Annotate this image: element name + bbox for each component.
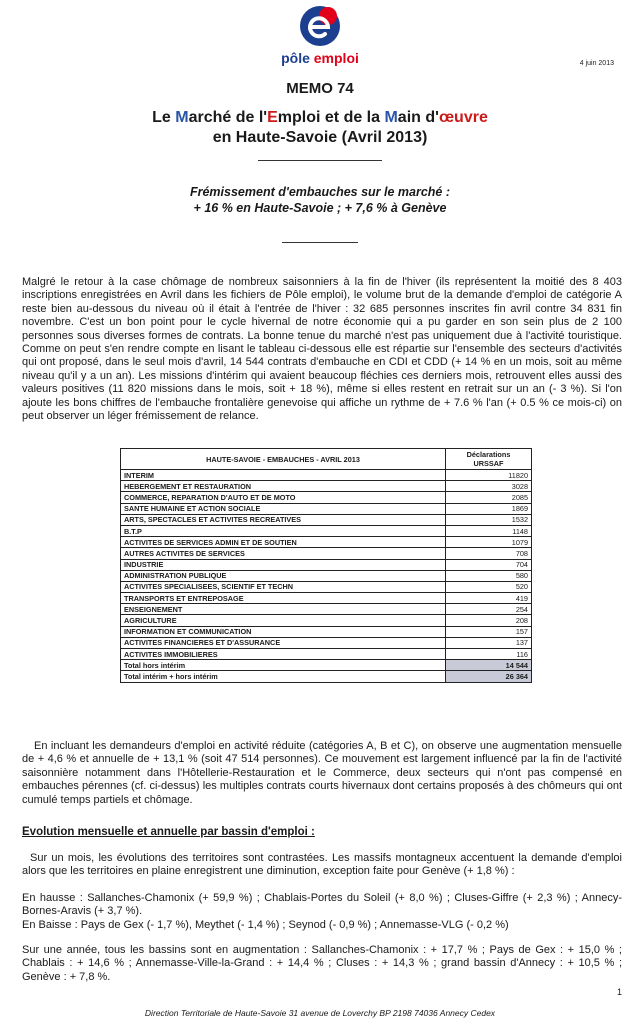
sector-value: 1079 [446,537,532,548]
sector-value: 708 [446,548,532,559]
section-heading: Evolution mensuelle et annuelle par bassin d'emploi : [22,826,315,838]
monthly-paragraph: Sur un mois, les évolutions des territoires sont contrastées. Les massifs montagneux accentuent la demande d'emploi alors que les territoires en plaine enregistrent une diminution, exception faite pour Genève (+ 1,8 %) : [22,852,622,878]
table-row [121,626,532,637]
subtitle-line-1: Frémissement d'embauches sur le marché : [189,185,451,199]
pole-emploi-logo [270,2,370,74]
sector-label: AUTRES ACTIVITES DE SERVICES [121,548,446,559]
second-paragraph: En incluant les demandeurs d'emploi en activité réduite (catégories A, B et C), on observe une augmentation mensuelle de + 4,6 % et annuelle de + 13,1 % (soit 47 514 personnes). Ce mouvement est largement influencé par la fin de l'activité saisonnière notamment dans l'Hôtellerie-Restauration et le Commerce, deux secteurs qui n'ont pas compensé en embauches pérennes (cf. ci-dessus) les multiples contrats courts hivernaux dont certains proposés à des chômeurs qui ont cumulé temps partiels et chômage. [22,740,622,806]
title-divider [258,160,382,161]
sector-value: 419 [446,593,532,604]
sector-value: 11820 [446,470,532,481]
total-value: 14 544 [446,660,532,671]
sector-label: HEBERGEMENT ET RESTAURATION [121,481,446,492]
increase-paragraph: En hausse : Sallanches-Chamonix (+ 59,9 %) ; Chablais-Portes du Soleil (+ 8,0 %) ; Cluses-Giffre (+ 2,3 %) ; Annecy-Bornes-Aravis (+ 3,7 %). [22,892,622,918]
logo-wordmark: pôle emploi [281,50,359,66]
page-number: 1 [616,987,622,997]
sector-label: B.T.P [121,525,446,536]
table-row [121,481,532,492]
decrease-paragraph: En Baisse : Pays de Gex (- 1,7 %), Meythet (- 1,4 %) ; Seynod (- 0,9 %) ; Annemasse-VLG (- 0,2 %) [22,919,509,931]
sector-value: 137 [446,637,532,648]
sector-value: 157 [446,626,532,637]
sector-label: ARTS, SPECTACLES ET ACTIVITES RECREATIVES [121,514,446,525]
sector-value: 1148 [446,525,532,536]
sector-value: 1869 [446,503,532,514]
memo-number: MEMO 74 [286,80,354,97]
sector-label: COMMERCE, REPARATION D'AUTO ET DE MOTO [121,492,446,503]
subtitle [0,184,640,216]
total-label: Total hors intérim [121,660,446,671]
sector-label: ACTIVITES DE SERVICES ADMIN ET DE SOUTIEN [121,537,446,548]
sector-value: 1532 [446,514,532,525]
sector-label: ACTIVITES FINANCIERES ET D'ASSURANCE [121,637,446,648]
sector-label: ACTIVITES SPECIALISEES, SCIENTIF ET TECHN [121,581,446,592]
table-header-sector: HAUTE-SAVOIE - EMBAUCHES - AVRIL 2013 [121,449,446,470]
document-date: 4 juin 2013 [579,60,614,67]
table-row [121,581,532,592]
table-row [121,492,532,503]
table-row [121,548,532,559]
table-row [121,593,532,604]
embauches-table [120,448,532,683]
page-title [0,108,640,148]
sector-value: 580 [446,570,532,581]
table-row [121,559,532,570]
intro-paragraph: Malgré le retour à la case chômage de nombreux saisonniers à la fin de l'hiver (ils représentent la moitié des 8 403 inscriptions enregistrées en Avril dans les fichiers de Pôle emploi), le volume brut de la demande d'emploi de catégorie A reste bien au-dessous du niveau où il était à l'entrée de l'hiver : 32 685 personnes inscrites fin avril contre 34 831 fin novembre. C'est un bon point pour le cycle hivernal de notre économie qui a pu garder en son sein plus de 2 100 personnes sous diverses formes de contrats. La bonne tenue du marché n'est pas uniquement due à l'activité touristique. Comme on peut s'en rendre compte en lisant le tableau ci-dessous elle est répartie sur l'ensemble des secteurs d'activités qui ont proposé, dans le seul mois d'avril, 14 544 contrats d'embauche en CDI et CDD (+ 14 % en un mois, soit au même niveau qu'il y a un an). Les missions d'intérim qui avaient beaucoup fléchies ces derniers mois, retrouvent elles aussi des valeurs positives (11 820 missions dans le mois, soit + 18 %), même si elles restent en retrait sur un an (- 3 %). Si l'on ajoute les bons chiffres de l'embauche frontalière genevoise qui affiche un rythme de + 7.6 % l'an (+ 0.5 % ce mois-ci) on peut observer un léger frémissement de relance. [22,276,622,423]
annual-paragraph: Sur une année, tous les bassins sont en augmentation : Sallanches-Chamonix : + 17,7 % ; Pays de Gex : + 15,0 % ; Chablais : + 14,6 % ; Annemasse-Ville-la-Grand : + 14,4 % ; Cluses : + 14,3 % ; grand bassin d'Annecy : + 10,5 % ; Genève : + 7,8 %. [22,944,622,983]
sector-value: 3028 [446,481,532,492]
sector-label: ADMINISTRATION PUBLIQUE [121,570,446,581]
table-row [121,470,532,481]
sector-label: SANTE HUMAINE ET ACTION SOCIALE [121,503,446,514]
table-row [121,649,532,660]
table-row [121,514,532,525]
table-row [121,525,532,536]
sector-label: ENSEIGNEMENT [121,604,446,615]
total-label: Total intérim + hors intérim [121,671,446,682]
footer-address: Direction Territoriale de Haute-Savoie 31 avenue de Loverchy BP 2198 74036 Annecy Cedex [144,1008,496,1018]
table-row [121,537,532,548]
sector-value: 116 [446,649,532,660]
subtitle-line-2: + 16 % en Haute-Savoie ; + 7,6 % à Genève [193,201,447,215]
table-row [121,570,532,581]
sector-label: INTERIM [121,470,446,481]
sector-value: 704 [446,559,532,570]
table-header-row [121,449,532,470]
total-row [121,671,532,682]
sector-label: AGRICULTURE [121,615,446,626]
title-line-2: en Haute-Savoie (Avril 2013) [212,129,428,146]
sector-value: 208 [446,615,532,626]
subtitle-divider [282,242,358,243]
sector-value: 254 [446,604,532,615]
table-row [121,503,532,514]
logo-e-icon [298,4,342,48]
table-row [121,615,532,626]
title-line-1: Le Marché de l'Emploi et de la Main d'œuvre [152,109,488,126]
sector-value: 2085 [446,492,532,503]
table-header-declarations: Déclarations URSSAF [446,449,532,470]
sector-label: INFORMATION ET COMMUNICATION [121,626,446,637]
sector-label: TRANSPORTS ET ENTREPOSAGE [121,593,446,604]
sector-label: ACTIVITES IMMOBILIERES [121,649,446,660]
total-value: 26 364 [446,671,532,682]
sector-value: 520 [446,581,532,592]
table-row [121,637,532,648]
total-row [121,660,532,671]
sector-label: INDUSTRIE [121,559,446,570]
table-row [121,604,532,615]
